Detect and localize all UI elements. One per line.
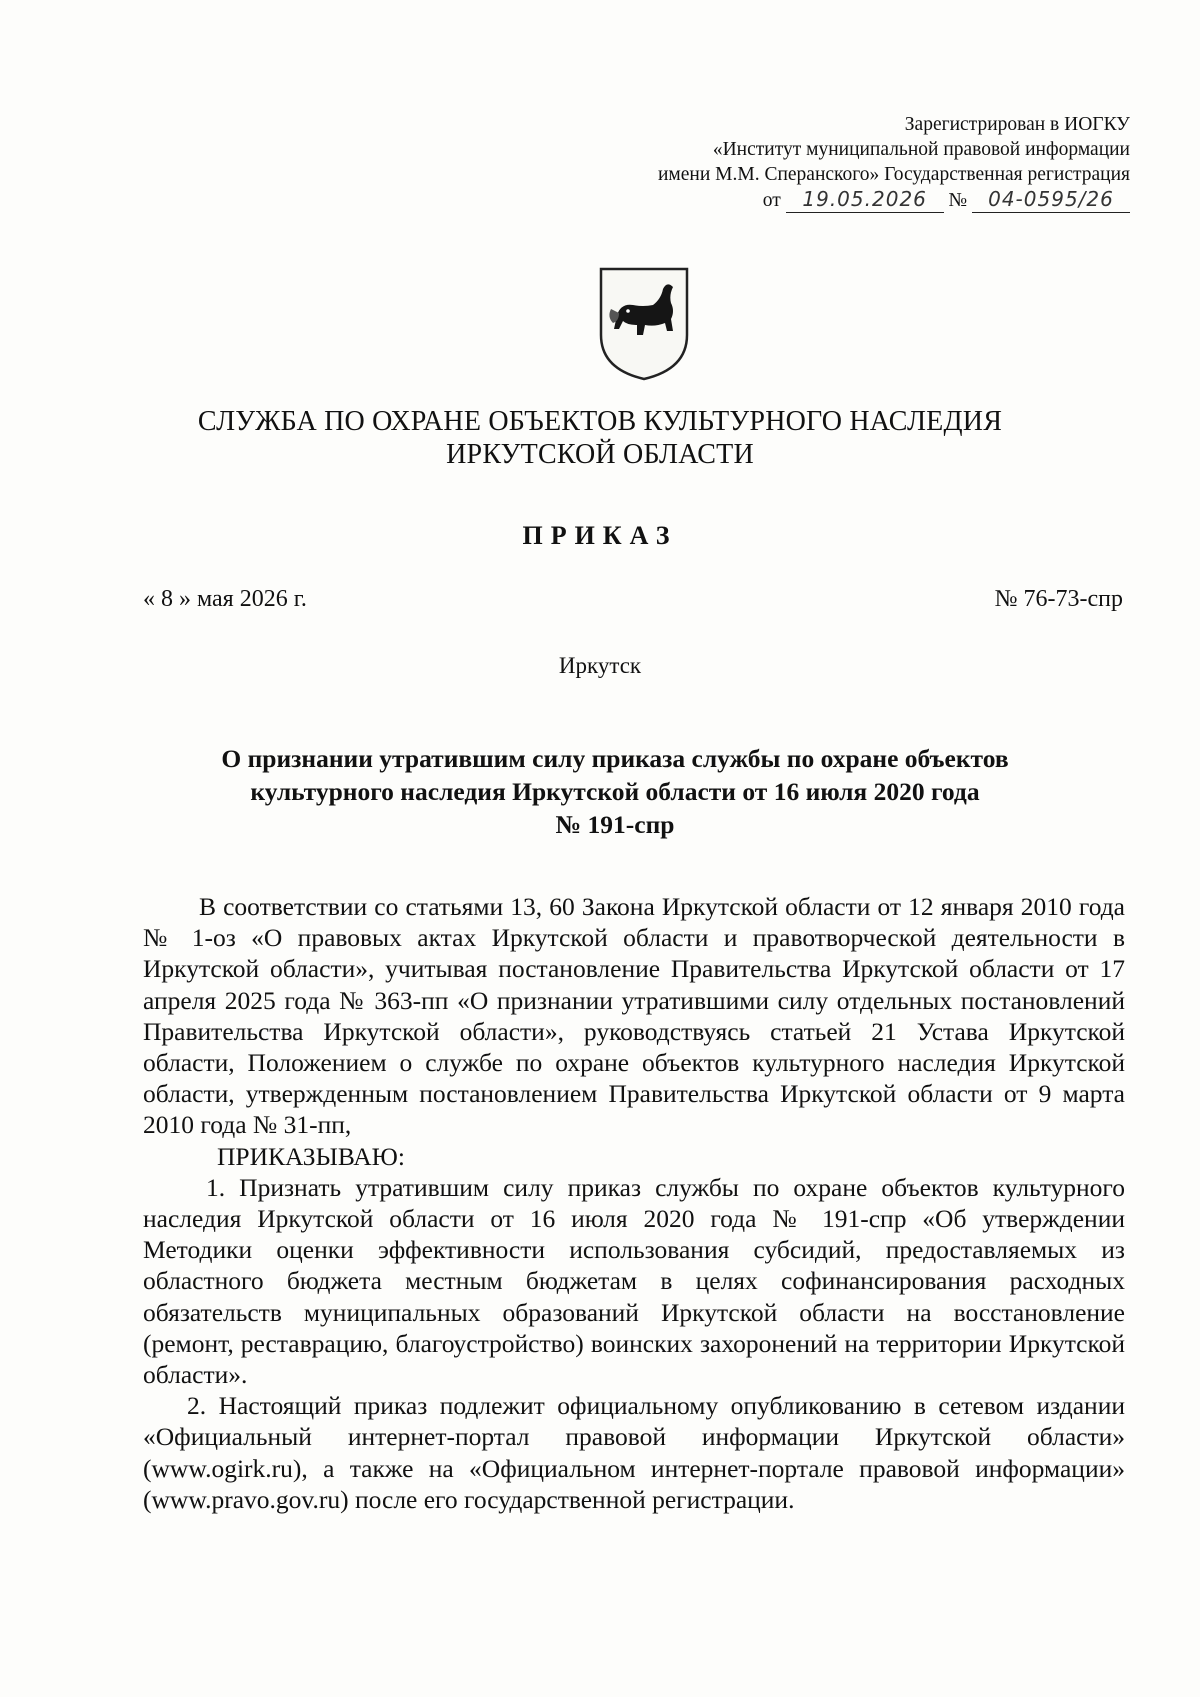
organization-name-line-2: ИРКУТСКОЙ ОБЛАСТИ (446, 439, 754, 470)
document-title (150, 742, 1080, 841)
irkutsk-coat-of-arms-icon (597, 265, 691, 383)
document-title-line-1: О признании утратившим силу приказа службы по охране объектов (221, 744, 1009, 773)
document-body (143, 891, 1125, 1515)
registration-line-3: имени М.М. Сперанского» Государственная регистрация (657, 164, 1130, 185)
registration-stamp (658, 112, 1130, 213)
document-type: ПРИКАЗ (522, 521, 678, 550)
document-number: № 76-73-спр (994, 586, 1123, 612)
registration-from-label: от (762, 190, 781, 211)
document-city: Иркутск (558, 653, 642, 678)
order-item-2: 2. Настоящий приказ подлежит официальному опубликованию в сетевом издании «Официальный интернет-портал правовой информации Иркутской области» (www.ogirk.ru), а также на «Официальном интернет-портале правовой информации» (www.pravo.gov.ru) после его государственной регистрации. (143, 1391, 1125, 1514)
organization-name (0, 405, 1200, 471)
registration-line-1: Зарегистрирован в ИОГКУ (904, 114, 1130, 135)
registration-number: 04-0595/26 (972, 187, 1130, 213)
organization-name-line-1: СЛУЖБА ПО ОХРАНЕ ОБЪЕКТОВ КУЛЬТУРНОГО НАСЛЕДИЯ (197, 406, 1003, 437)
document-date: « 8 » мая 2026 г. (143, 586, 307, 612)
registration-number-label: № (948, 190, 968, 211)
registration-line-4 (658, 187, 1130, 213)
document-title-line-2: культурного наследия Иркутской области от 16 июля 2020 года (250, 777, 980, 806)
registration-date: 19.05.2026 (786, 187, 944, 213)
order-word: ПРИКАЗЫВАЮ: (217, 1141, 405, 1171)
registration-line-2: «Институт муниципальной правовой информации (712, 139, 1130, 160)
document-title-line-3: № 191-спр (555, 810, 675, 839)
order-item-1: 1. Признать утратившим силу приказ службы по охране объектов культурного наследия Иркутской области от 16 июля 2020 года № 191-спр «Об утверждении Методики оценки эффективности использования субсидий, предоставляемых из областного бюджета местным бюджетам в целях софинансирования расходных обязательств муниципальных образований Иркутской области на восстановление (ремонт, реставрацию, благоустройство) воинских захоронений на территории Иркутской области». (143, 1172, 1125, 1390)
preamble-paragraph: В соответствии со статьями 13, 60 Закона Иркутской области от 12 января 2010 года № 1-оз «О правовых актах Иркутской области и правотворческой деятельности в Иркутской области», учитывая постановление Правительства Иркутской области от 17 апреля 2025 года № 363-пп «О признании утратившими силу отдельных постановлений Правительства Иркутской области», руководствуясь статьей 21 Устава Иркутской области, Положением о службе по охране объектов культурного наследия Иркутской области, утвержденным постановлением Правительства Иркутской области от 9 марта 2010 года № 31-пп, (143, 892, 1125, 1140)
